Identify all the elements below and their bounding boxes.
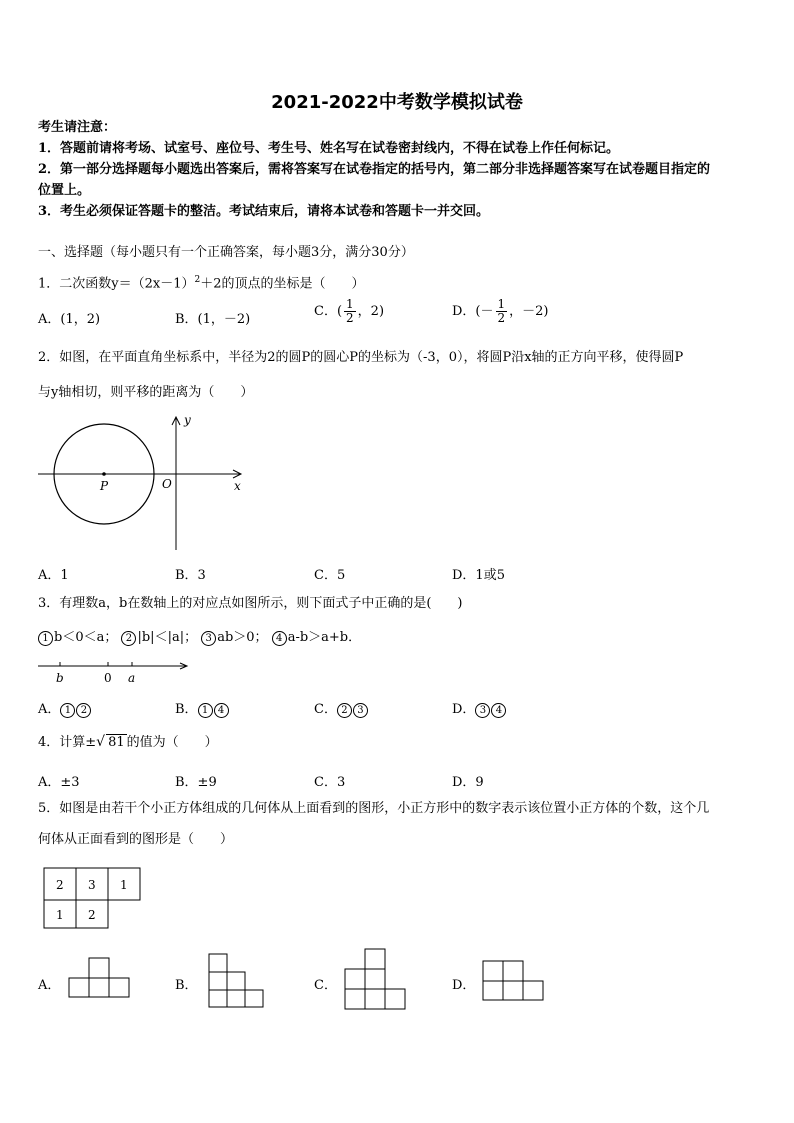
q2-stem-line2: 与y轴相切，则平移的距离为（ ） <box>38 385 254 400</box>
grid-number: 1 <box>120 878 128 892</box>
cube-face <box>365 949 385 969</box>
cube-face <box>227 972 245 990</box>
cube-face <box>209 954 227 972</box>
notice-item-3: 3．考生必须保证答题卡的整洁。考试结束后，请将本试卷和答题卡一并交回。 <box>38 204 490 219</box>
cube-face <box>345 989 365 1009</box>
q4-option-d: D．9 <box>452 775 484 790</box>
y-axis-label: y <box>184 413 191 427</box>
grid-number: 2 <box>56 878 64 892</box>
origin-label: O <box>162 477 172 491</box>
q5-option-b-label: B． <box>175 978 198 993</box>
q3-option-a: A． 1 2 <box>38 698 92 718</box>
q5-option-c-label: C． <box>314 978 337 993</box>
cube-face <box>227 990 245 1007</box>
q2-option-c: C．5 <box>314 568 346 583</box>
expr-2-number: 2 <box>121 631 136 646</box>
top-view-grid <box>40 864 144 932</box>
notice-item-2-cont: 位置上。 <box>38 183 91 198</box>
center-point <box>102 472 106 476</box>
number-line-figure <box>36 658 196 688</box>
cube-face <box>365 969 385 989</box>
q5-option-b-figure <box>206 951 268 1011</box>
expr-1-number: 1 <box>38 631 53 646</box>
cube-face <box>385 989 405 1009</box>
q4-option-c: C．3 <box>314 775 346 790</box>
cube-face <box>89 958 109 978</box>
x-axis-label: x <box>234 479 241 493</box>
q3-stem: 3．有理数a，b在数轴上的对应点如图所示，则下面式子中正确的是( ) <box>38 596 463 611</box>
q2-option-a: A．1 <box>38 568 69 583</box>
q5-option-d-figure <box>480 958 548 1004</box>
q3-option-b: B． 1 4 <box>175 698 230 718</box>
q1-option-b: B．(1，－2) <box>175 312 251 327</box>
q2-option-b: B．3 <box>175 568 206 583</box>
q4-option-b: B．±9 <box>175 775 217 790</box>
q5-option-d-label: D． <box>452 978 476 993</box>
q5-stem-line1: 5．如图是由若干个小正方体组成的几何体从上面看到的图形，小正方形中的数字表示该位置小正方体的个数，这个几 <box>38 801 710 816</box>
q2-option-d: D．1或5 <box>452 568 505 583</box>
label-b: b <box>56 671 64 685</box>
cube-face <box>523 981 543 1000</box>
radicand: 81 <box>108 735 125 750</box>
q4-stem: 4．计算±√ 81 的值为（ ） <box>38 734 218 750</box>
expr-3-number: 3 <box>201 631 216 646</box>
q3-option-d: D． 3 4 <box>452 698 507 718</box>
q1-option-d: D．(－ $\frac{1}{2}$ ，－2) <box>452 297 549 325</box>
cube-face <box>365 989 385 1009</box>
cube-face <box>89 978 109 997</box>
q3-option-c: C． 2 3 <box>314 698 369 718</box>
q3-expressions: 1 b＜0＜a； 2 |b|＜|a|； 3 ab＞0； 4 a-b＞a+b． <box>38 630 361 646</box>
cube-face <box>209 990 227 1007</box>
cube-face <box>109 978 129 997</box>
cube-face <box>503 981 523 1000</box>
notice-item-2: 2．第一部分选择题每小题选出答案后，需将答案写在试卷指定的括号内，第二部分非选择题答案写在试卷题目指定的 <box>38 162 711 177</box>
cube-face <box>245 990 263 1007</box>
q1-option-a: A．(1，2) <box>38 312 101 327</box>
cube-face <box>69 978 89 997</box>
q5-option-c-figure <box>342 946 410 1012</box>
cube-face <box>345 969 365 989</box>
center-label: P <box>100 479 109 493</box>
notice-item-1: 1．答题前请将考场、试室号、座位号、考生号、姓名写在试卷密封线内，不得在试卷上作任何标记。 <box>38 141 620 156</box>
grid-number: 3 <box>88 878 96 892</box>
cube-face <box>483 961 503 981</box>
section-heading: 一、选择题（每小题只有一个正确答案，每小题3分，满分30分） <box>38 245 414 260</box>
q1-option-c: C．( $\frac{1}{2}$ ，2) <box>314 297 385 325</box>
notice-heading: 考生请注意： <box>38 120 117 135</box>
expr-4-number: 4 <box>272 631 287 646</box>
circle-coordinate-figure <box>36 412 250 552</box>
grid-number: 2 <box>88 908 96 922</box>
q4-option-a: A．±3 <box>38 775 80 790</box>
q5-option-a-label: A． <box>38 978 61 993</box>
label-a: a <box>128 671 136 685</box>
cube-face <box>503 961 523 981</box>
label-zero: 0 <box>104 671 112 685</box>
grid-number: 1 <box>56 908 64 922</box>
page-title: 2021-2022中考数学模拟试卷 <box>271 92 523 113</box>
cube-face <box>209 972 227 990</box>
q1-stem: 1．二次函数$y=(2x-1)^2+2$的顶点的坐标是（ ） <box>38 275 365 292</box>
q2-stem-line1: 2．如图，在平面直角坐标系中，半径为2的圆P的圆心P的坐标为（-3，0），将圆P沿x轴的正方向平移，使得圆P <box>38 350 684 365</box>
q5-stem-line2: 何体从正面看到的图形是（ ） <box>38 832 234 847</box>
cube-face <box>483 981 503 1000</box>
q5-option-a-figure <box>66 955 132 1001</box>
